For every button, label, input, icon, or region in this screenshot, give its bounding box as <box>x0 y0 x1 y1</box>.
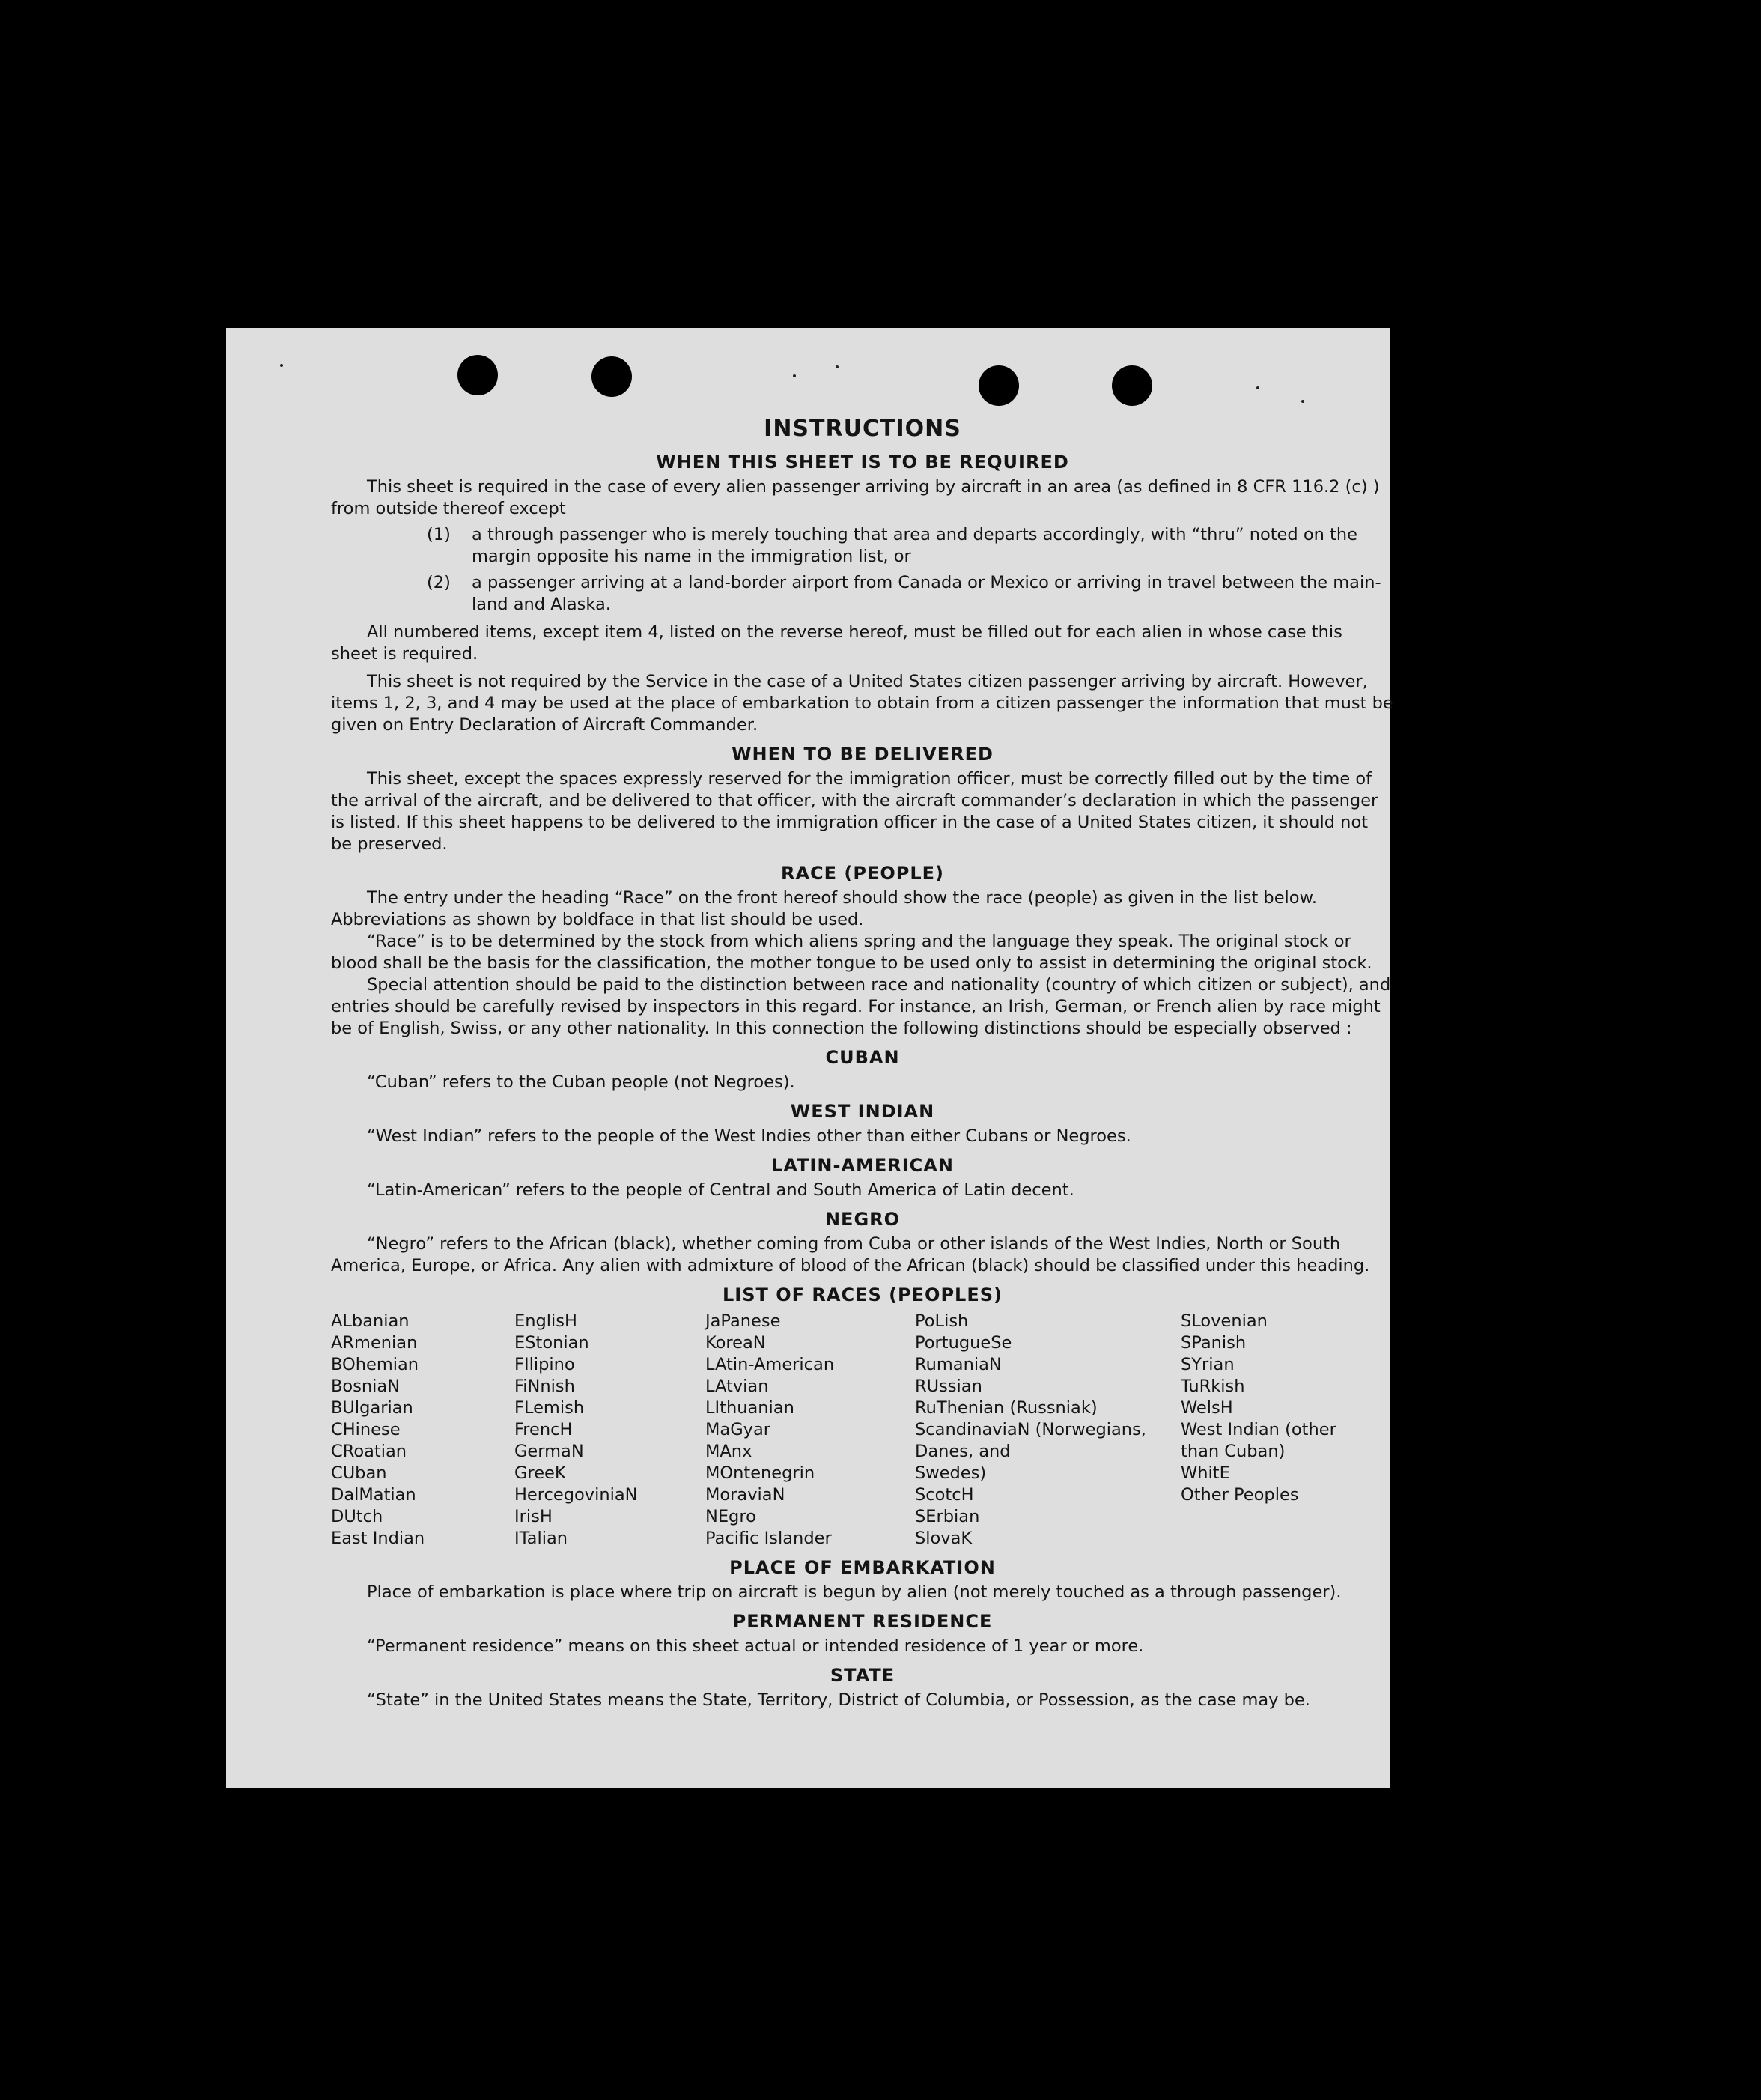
race-item: CUban <box>331 1463 387 1483</box>
race-item: DalMatian <box>331 1485 416 1505</box>
section-heading: LATIN-AMERICAN <box>771 1155 954 1176</box>
speck <box>836 365 839 368</box>
race-item: CHinese <box>331 1420 401 1439</box>
section-heading: WEST INDIAN <box>790 1101 935 1122</box>
race-item: SLovenian <box>1181 1311 1268 1331</box>
race-item: MOntenegrin <box>705 1463 815 1483</box>
race-item: LAtin-American <box>705 1355 835 1374</box>
section-heading: NEGRO <box>824 1209 901 1230</box>
race-item: DUtch <box>331 1507 383 1526</box>
paragraph: “Race” is to be determined by the stock from which aliens spring and the language they speak. The original stock or blood shall be the basis for the classification, the mother tongue to be used only to assist in determining the original stock. <box>331 932 1372 973</box>
race-item: SYrian <box>1181 1355 1235 1374</box>
race-item: MoraviaN <box>705 1485 785 1505</box>
paragraph: Special attention should be paid to the distinction between race and nationality (country of which citizen or subject), and entries should be carefully revised by inspectors in this regard. For instance, an Irish, German, or French alien by race might be of English, Swiss, or any other nationality. In this connection the following distinctions should be especially observed : <box>331 975 1391 1038</box>
race-column <box>514 1311 705 1550</box>
punch-hole <box>1112 365 1152 406</box>
exception-item <box>331 572 1394 616</box>
race-item: FrencH <box>514 1420 573 1439</box>
race-item: WhitE <box>1181 1463 1230 1483</box>
race-column <box>1181 1311 1394 1550</box>
race-item: Other Peoples <box>1181 1485 1299 1505</box>
paragraph: “State” in the United States means the State, Territory, District of Columbia, or Possession, as the case may be. <box>367 1690 1310 1710</box>
document-sheet <box>226 328 1393 1788</box>
race-item: NEgro <box>705 1507 756 1526</box>
paragraph: “West Indian” refers to the people of the West Indies other than either Cubans or Negroes. <box>367 1126 1131 1146</box>
race-item: BosniaN <box>331 1377 401 1396</box>
paragraph: Place of embarkation is place where trip on aircraft is begun by alien (not merely touched as a through passenger). <box>367 1582 1342 1602</box>
race-item: LIthuanian <box>705 1398 794 1418</box>
race-item: EnglisH <box>514 1311 577 1331</box>
paragraph: The entry under the heading “Race” on the front hereof should show the race (people) as given in the list below. Abbreviations as shown by boldface in that list should be used. <box>331 888 1318 929</box>
race-item: SPanish <box>1181 1333 1247 1353</box>
speck <box>1301 400 1304 403</box>
section-heading: LIST OF RACES (PEOPLES) <box>723 1284 1003 1305</box>
race-item: MAnx <box>705 1442 752 1461</box>
race-item: ScotcH <box>915 1485 974 1505</box>
section-heading: CUBAN <box>825 1047 900 1068</box>
race-item: BOhemian <box>331 1355 419 1374</box>
paragraph: This sheet, except the spaces expressly reserved for the immigration officer, must be correctly filled out by the time of the arrival of the aircraft, and be delivered to that officer, with the aircraft commander’s declaration in which the passenger is listed. If this sheet happens to be delivered to the immigration officer in the case of a United States citizen, it should not be preserved. <box>331 769 1378 854</box>
race-item: CRoatian <box>331 1442 407 1461</box>
race-item: MaGyar <box>705 1420 770 1439</box>
race-item: RuThenian (Russniak) <box>915 1398 1098 1418</box>
race-item: ALbanian <box>331 1311 410 1331</box>
instructions-content <box>331 418 1394 1711</box>
race-item: PortugueSe <box>915 1333 1012 1353</box>
item-number: (2) <box>427 573 451 592</box>
paragraph: “Permanent residence” means on this sheet actual or intended residence of 1 year or more. <box>367 1636 1144 1656</box>
race-item: JaPanese <box>705 1311 781 1331</box>
race-item: GreeK <box>514 1463 566 1483</box>
race-item: TuRkish <box>1181 1377 1245 1396</box>
race-item: SErbian <box>915 1507 980 1526</box>
exception-item <box>331 524 1394 568</box>
race-item: East Indian <box>331 1529 425 1548</box>
race-item: FLemish <box>514 1398 585 1418</box>
item-number: (1) <box>427 525 451 544</box>
speck <box>793 374 796 377</box>
paragraph: “Negro” refers to the African (black), whether coming from Cuba or other islands of the West Indies, North or South America, Europe, or Africa. Any alien with admixture of blood of the African (black) should be classified under this heading. <box>331 1234 1370 1275</box>
speck <box>280 364 283 367</box>
section-heading: PERMANENT RESIDENCE <box>732 1611 993 1632</box>
section-heading: RACE (PEOPLE) <box>780 863 945 884</box>
paragraph: This sheet is required in the case of every alien passenger arriving by aircraft in an area (as defined in 8 CFR 116.2 (c) ) from outside thereof except <box>331 477 1380 518</box>
section-heading: WHEN TO BE DELIVERED <box>732 744 994 765</box>
race-item: GermaN <box>514 1442 584 1461</box>
race-item: ARmenian <box>331 1333 418 1353</box>
race-item: EStonian <box>514 1333 589 1353</box>
punch-hole <box>591 356 632 397</box>
race-item: West Indian (other <box>1181 1420 1336 1439</box>
page-title: INSTRUCTIONS <box>764 416 961 442</box>
paragraph: “Cuban” refers to the Cuban people (not Negroes). <box>367 1072 795 1092</box>
speck <box>1256 386 1259 389</box>
race-item: IrisH <box>514 1507 553 1526</box>
race-item: BUlgarian <box>331 1398 413 1418</box>
section-heading: WHEN THIS SHEET IS TO BE REQUIRED <box>656 452 1069 473</box>
race-item: WelsH <box>1181 1398 1233 1418</box>
race-column <box>915 1311 1181 1550</box>
item-text: a passenger arriving at a land-border airport from Canada or Mexico or arriving in travel between the main-land and Alaska. <box>472 573 1381 614</box>
race-item: ITalian <box>514 1529 568 1548</box>
race-item: SlovaK <box>915 1529 973 1548</box>
race-list <box>331 1311 1394 1550</box>
race-column <box>705 1311 915 1550</box>
paragraph: This sheet is not required by the Service in the case of a United States citizen passenger arriving by aircraft. However, items 1, 2, 3, and 4 may be used at the place of embarkation to obtain from a citizen passenger the information that must be given on Entry Declaration of Aircraft Commander. <box>331 672 1393 735</box>
race-item: LAtvian <box>705 1377 769 1396</box>
paragraph: All numbered items, except item 4, listed on the reverse hereof, must be filled out for each alien in whose case this sheet is required. <box>331 622 1342 664</box>
punch-hole <box>979 365 1019 406</box>
paragraph: “Latin-American” refers to the people of Central and South America of Latin decent. <box>367 1180 1074 1200</box>
race-column <box>331 1311 514 1550</box>
punch-hole <box>457 355 498 395</box>
section-heading: STATE <box>830 1665 895 1686</box>
race-item: KoreaN <box>705 1333 766 1353</box>
race-item: HercegoviniaN <box>514 1485 638 1505</box>
race-item: Pacific Islander <box>705 1529 832 1548</box>
item-text: a through passenger who is merely touching that area and departs accordingly, with “thru” noted on the margin opposite his name in the immigration list, or <box>472 525 1357 566</box>
race-item: ScandinaviaN (Norwegians, <box>915 1420 1146 1439</box>
race-item: Swedes) <box>915 1463 987 1483</box>
race-item: Danes, and <box>915 1442 1011 1461</box>
section-heading: PLACE OF EMBARKATION <box>729 1557 996 1578</box>
race-item: RUssian <box>915 1377 982 1396</box>
race-item: RumaniaN <box>915 1355 1002 1374</box>
race-item: than Cuban) <box>1181 1442 1286 1461</box>
race-item: FIlipino <box>514 1355 575 1374</box>
race-item: FiNnish <box>514 1377 575 1396</box>
race-item: PoLish <box>915 1311 969 1331</box>
